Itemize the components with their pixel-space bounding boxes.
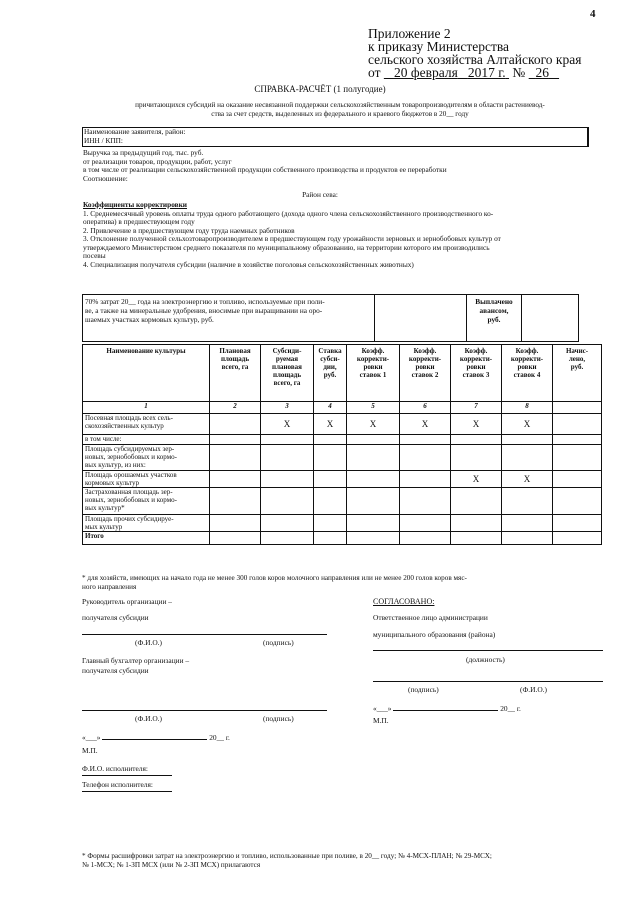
column-header-1: Наименование культуры <box>83 345 210 402</box>
executor-phone-label: Телефон исполнителя: <box>82 780 153 789</box>
table-cell[interactable] <box>553 532 602 545</box>
table-cell[interactable] <box>553 414 602 435</box>
responsible-fio-caption: (Ф.И.О.) <box>520 685 547 694</box>
column-header-5: Коэфф. корректи- ровки ставок 1 <box>347 345 400 402</box>
date-left-day: «___» 20__ г. <box>82 733 230 742</box>
column-number-8: 8 <box>502 402 553 414</box>
appendix-header <box>368 27 581 79</box>
table-cell[interactable] <box>210 445 261 471</box>
agreed-label: СОГЛАСОВАНО: <box>373 597 435 606</box>
row-label: Площадь прочих субсидируе- мых культур <box>83 515 210 532</box>
table-cell[interactable] <box>502 515 553 532</box>
column-number-5: 5 <box>347 402 400 414</box>
table-cell[interactable] <box>347 471 400 488</box>
table-cell[interactable] <box>347 532 400 545</box>
table-cell[interactable] <box>502 435 553 445</box>
not-applicable-mark: X <box>261 414 314 435</box>
page-number: 4 <box>590 8 596 20</box>
table-row <box>83 414 602 435</box>
appendix-from: от <box>368 65 381 80</box>
column-number-3: 3 <box>261 402 314 414</box>
table-cell[interactable] <box>314 532 347 545</box>
table-row <box>83 435 602 445</box>
table-cell[interactable] <box>314 445 347 471</box>
table-row <box>83 488 602 515</box>
table-cell[interactable] <box>210 532 261 545</box>
table-cell[interactable] <box>210 515 261 532</box>
appendix-line-3: сельского хозяйства Алтайского края <box>368 52 582 67</box>
not-applicable-mark: X <box>451 414 502 435</box>
not-applicable-mark: X <box>347 414 400 435</box>
applicant-box <box>82 127 589 147</box>
row-label: в том числе: <box>83 435 210 445</box>
row-label: Площадь орошаемых участков кормовых культур <box>83 471 210 488</box>
row-label: Застрахованная площадь зер- новых, зернобобовых и кормо- вых культур* <box>83 488 210 515</box>
table-cell[interactable] <box>553 445 602 471</box>
column-header-9: Начис- лено, руб. <box>553 345 602 402</box>
table-cell[interactable] <box>261 488 314 515</box>
stamp-left: М.П. <box>82 746 98 755</box>
column-number-1: 1 <box>83 402 210 414</box>
table-cell[interactable] <box>314 488 347 515</box>
table-cell[interactable] <box>451 515 502 532</box>
not-applicable-mark: X <box>451 471 502 488</box>
table-cell[interactable] <box>451 532 502 545</box>
accountant-signature-line[interactable] <box>82 710 327 711</box>
accountant-fio-caption: (Ф.И.О.) <box>135 714 162 723</box>
appendix-order-line <box>368 66 581 79</box>
head-sign-caption: (подпись) <box>263 638 294 647</box>
head-label-1: Руководитель организации – <box>82 597 172 606</box>
table-cell[interactable] <box>314 515 347 532</box>
table-cell[interactable] <box>314 471 347 488</box>
table-cell[interactable] <box>261 532 314 545</box>
table-cell[interactable] <box>210 435 261 445</box>
table-cell[interactable] <box>261 445 314 471</box>
responsible-label-1: Ответственное лицо администрации <box>373 613 488 622</box>
position-caption: (должность) <box>466 655 505 664</box>
table-cell[interactable] <box>347 435 400 445</box>
table-cell[interactable] <box>261 515 314 532</box>
table-cell[interactable] <box>451 488 502 515</box>
table-cell[interactable] <box>502 488 553 515</box>
document-title: СПРАВКА-РАСЧЁТ (1 полугодие) <box>254 84 386 94</box>
position-line[interactable] <box>373 650 603 651</box>
advance-label-cell: Выплачено авансом, руб. <box>467 295 522 342</box>
column-number-7: 7 <box>451 402 502 414</box>
column-header-3: Субсиди- руемая плановая площадь всего, га <box>261 345 314 402</box>
table-cell[interactable] <box>400 488 451 515</box>
table-cell[interactable] <box>261 471 314 488</box>
table-cell[interactable] <box>400 445 451 471</box>
coefficients-block: Коэффициенты корректировки 1. Среднемесячный уровень оплаты труда одного работающего (дохода одного члена сельскохозяйственного производственного ко- оператива) в предшествующем году 2. Привлечение в предшествующем году труда наемных работников 3. Отклонение полученной сельхозтоваропроизводителем в предшествующем году урожайности зерновых и зернобобовых культур от утверждаемого Министерством среднего показателя по муниципальному образованию, на территории которого им производились посевы 4. Специализация получателя субсидии (наличие в хозяйстве поголовья сельскохозяйственных животных) <box>83 201 613 269</box>
table-cell[interactable] <box>553 471 602 488</box>
table-cell[interactable] <box>400 515 451 532</box>
footnote-attachments: * Формы расшифровки затрат на электроэнергию и топливо, использованные при поливе, в 20__ году; № 4-МСХ-ПЛАН; № 29-МСХ; № 1-МСХ; № 1-ЗП МСХ (или № 2-ЗП МСХ) прилагаются <box>82 852 492 869</box>
table-row <box>83 532 602 545</box>
table-cell[interactable] <box>553 488 602 515</box>
column-header-7: Коэфф. корректи- ровки ставок 3 <box>451 345 502 402</box>
accountant-label-1: Главный бухгалтер организации – <box>82 656 190 665</box>
table-cell[interactable] <box>451 435 502 445</box>
appendix-date: 20 февраля 2017 г. <box>393 65 506 80</box>
revenue-block: Выручка за предыдущий год, тыс. руб. от реализации товаров, продукции, работ, услуг в том числе от реализации сельскохозяйственной продукции собственного производства и продуктов ее переработки Соотношение: <box>83 148 447 183</box>
footnote-herd: * для хозяйств, имеющих на начало года не менее 300 голов коров молочного направления или не менее 200 голов коров мяс- ного направления <box>82 574 467 591</box>
head-label-2: получателя субсидии <box>82 613 149 622</box>
column-header-4: Ставка субси- дии, руб. <box>314 345 347 402</box>
table-cell[interactable] <box>502 532 553 545</box>
costs-table <box>82 294 579 342</box>
table-cell[interactable] <box>347 445 400 471</box>
table-cell[interactable] <box>347 515 400 532</box>
table-cell[interactable] <box>400 532 451 545</box>
executor-phone-line[interactable] <box>82 791 172 792</box>
table-cell[interactable] <box>261 435 314 445</box>
head-signature-line[interactable] <box>82 634 327 635</box>
responsible-label-2: муниципального образования (района) <box>373 630 496 639</box>
table-cell[interactable] <box>347 488 400 515</box>
applicant-name-label: Наименование заявителя, район: <box>84 127 186 136</box>
executor-fio-line[interactable] <box>82 775 172 776</box>
row-label: Площадь субсидируемых зер- новых, зернобобовых и кормо- вых культур, из них: <box>83 445 210 471</box>
not-applicable-mark: X <box>400 414 451 435</box>
stamp-right: М.П. <box>373 716 389 725</box>
not-applicable-mark: X <box>502 414 553 435</box>
table-cell[interactable] <box>451 445 502 471</box>
region-label: Район сева: <box>302 190 338 199</box>
appendix-line-1: Приложение 2 <box>368 26 451 41</box>
column-number-6: 6 <box>400 402 451 414</box>
executor-fio-label: Ф.И.О. исполнителя: <box>82 764 148 773</box>
table-cell[interactable] <box>553 515 602 532</box>
table-cell[interactable] <box>210 471 261 488</box>
column-number-2: 2 <box>210 402 261 414</box>
row-label: Итого <box>83 532 210 545</box>
applicant-inn-label: ИНН / КПП: <box>84 135 123 145</box>
appendix-number: 26 <box>535 65 549 80</box>
table-cell[interactable] <box>314 435 347 445</box>
responsible-sign-caption: (подпись) <box>408 685 439 694</box>
head-fio-caption: (Ф.И.О.) <box>135 638 162 647</box>
advance-value-cell[interactable] <box>522 295 579 342</box>
coefficients-heading: Коэффициенты корректировки <box>83 200 188 209</box>
date-right-day: «___» 20__ г. <box>373 704 521 713</box>
table-row <box>83 445 602 471</box>
costs-value-cell[interactable] <box>375 295 467 342</box>
accountant-sign-caption: (подпись) <box>263 714 294 723</box>
not-applicable-mark: X <box>314 414 347 435</box>
column-number-9 <box>553 402 602 414</box>
appendix-line-2: к приказу Министерства <box>368 39 510 54</box>
not-applicable-mark: X <box>502 471 553 488</box>
costs-description-cell: 70% затрат 20__ года на электроэнергию и топливо, используемые при поли- ве, а также на минеральные удобрения, вносимые при выращивании на оро- шаемых участках кормовых культур, руб. <box>83 295 375 342</box>
table-cell[interactable] <box>553 435 602 445</box>
document-subtitle: причитающихся субсидий на оказание несвязанной поддержки сельскохозяйственным товаропроизводителям в области растениевод- ства за счет средств, выделенных из федерального и краевого бюджетов в 20__ году <box>135 101 545 118</box>
calculation-table <box>82 344 602 545</box>
responsible-signature-line[interactable] <box>373 681 603 682</box>
table-cell[interactable] <box>210 414 261 435</box>
table-row <box>83 515 602 532</box>
column-number-4: 4 <box>314 402 347 414</box>
table-cell[interactable] <box>502 445 553 471</box>
table-row <box>83 471 602 488</box>
table-cell[interactable] <box>400 471 451 488</box>
table-cell[interactable] <box>210 488 261 515</box>
column-header-6: Коэфф. корректи- ровки ставок 2 <box>400 345 451 402</box>
row-label: Посевная площадь всех сель- скохозяйственных культур <box>83 414 210 435</box>
accountant-label-2: получателя субсидии <box>82 666 149 675</box>
table-cell[interactable] <box>400 435 451 445</box>
column-header-2: Плановая площадь всего, га <box>210 345 261 402</box>
column-header-8: Коэфф. корректи- ровки ставок 4 <box>502 345 553 402</box>
appendix-num-label: № <box>512 65 526 80</box>
